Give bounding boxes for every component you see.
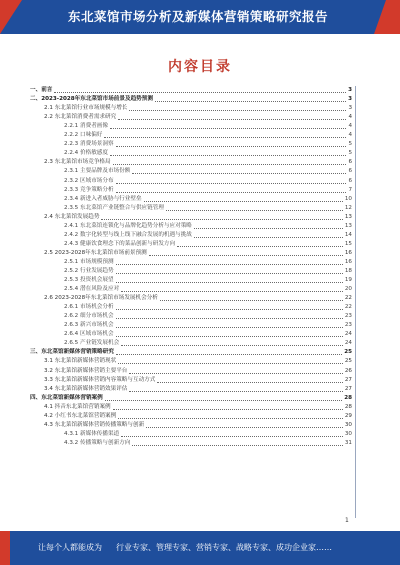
toc-leader-dots: [121, 345, 343, 346]
toc-entry-label: 2.6.2 细分市场机会: [64, 313, 114, 320]
toc-leader-dots: [116, 354, 342, 355]
toc-entry-label: 2.5.4 潜在风险及应对: [64, 286, 120, 293]
toc-entry[interactable]: [30, 204, 352, 213]
toc-leader-dots: [121, 291, 343, 292]
toc-entry[interactable]: [30, 321, 352, 330]
toc-entry-page: 4: [348, 123, 352, 130]
toc-entry-page: 25: [344, 349, 352, 356]
toc-leader-dots: [194, 237, 343, 238]
toc-entry[interactable]: [30, 394, 352, 403]
toc-leader-dots: [105, 400, 342, 401]
footer-slogan: [38, 531, 332, 565]
toc-entry-label: 3.2 东北菜馆新媒体营销主要平台: [44, 367, 128, 374]
toc-entry-label: 3.4 东北菜馆新媒体营销效果评估: [44, 385, 128, 392]
toc-entry-label: 一、前言: [30, 87, 53, 94]
toc-entry[interactable]: [30, 403, 352, 412]
toc-leader-dots: [177, 246, 343, 247]
right-divider-line: [355, 86, 356, 518]
toc-entry-label: 2.3.2 区域市场分布: [64, 177, 114, 184]
toc-entry[interactable]: [30, 131, 352, 140]
toc-entry-page: 30: [344, 421, 352, 428]
toc-entry-label: 2.3.4 新进入者威胁与行业壁垒: [64, 195, 142, 202]
toc-entry-label: 4.1 抖音东北菜馆营销案例: [44, 403, 111, 410]
toc-leader-dots: [132, 173, 346, 174]
toc-leader-dots: [101, 219, 342, 220]
toc-leader-dots: [110, 155, 346, 156]
toc-entry[interactable]: [30, 294, 352, 303]
toc-entry[interactable]: [30, 348, 352, 357]
toc-leader-dots: [116, 146, 347, 147]
toc-entry[interactable]: [30, 376, 352, 385]
header-red-accent: [0, 0, 22, 34]
toc-entry-page: 7: [348, 186, 352, 193]
toc-leader-dots: [116, 282, 343, 283]
header-red-bar-right: [386, 0, 400, 34]
toc-leader-dots: [116, 264, 343, 265]
toc-entry-page: 29: [344, 412, 352, 419]
toc-entry-page: 14: [344, 231, 352, 238]
toc-entry-page: 6: [348, 177, 352, 184]
toc-entry-label: 2.3.5 东北菜馆产业链整合与供应链管理: [64, 204, 164, 211]
toc-entry[interactable]: [30, 86, 352, 95]
footer-slogan-lead: 让每个人都能成为: [38, 543, 102, 552]
toc-entry-label: 2.5 2023-2028年东北菜馆市场前景预测: [44, 249, 147, 256]
toc-leader-dots: [166, 210, 343, 211]
footer-slogan-roles: 行业专家、管理专家、营销专家、战略专家、成功企业家……: [116, 543, 332, 552]
toc-entry-label: 2.2.4 价格敏感度: [64, 150, 108, 157]
toc-entry-page: 19: [344, 277, 352, 284]
toc-entry-page: 6: [348, 168, 352, 175]
toc-entry-page: 6: [348, 159, 352, 166]
toc-entry[interactable]: [30, 186, 352, 195]
toc-entry-label: 二、2023-2028年东北菜馆市场前景及趋势预测: [30, 96, 153, 103]
toc-entry[interactable]: [30, 276, 352, 285]
toc-leader-dots: [121, 436, 343, 437]
toc-entry[interactable]: [30, 366, 352, 375]
toc-entry-page: 26: [344, 367, 352, 374]
toc-entry-label: 四、东北菜馆新媒体营销案例: [30, 394, 103, 401]
toc-leader-dots: [118, 418, 343, 419]
toc-entry[interactable]: [30, 267, 352, 276]
toc-entry-page: 13: [344, 222, 352, 229]
toc-entry[interactable]: [30, 439, 352, 448]
footer-banner: [0, 531, 400, 565]
toc-entry-label: 2.1 东北菜馆行业市场规模与增长: [44, 105, 128, 112]
toc-entry-label: 2.4.2 数字化转型与线上线下融合发展的机遇与挑战: [64, 231, 192, 238]
toc-entry[interactable]: [30, 303, 352, 312]
toc-entry-page: 28: [344, 403, 352, 410]
toc-entry-page: 13: [344, 213, 352, 220]
toc-leader-dots: [144, 201, 343, 202]
toc-entry-page: 23: [344, 313, 352, 320]
toc-entry[interactable]: [30, 285, 352, 294]
toc-leader-dots: [113, 409, 343, 410]
toc-entry[interactable]: [30, 222, 352, 231]
toc-entry-page: 22: [344, 295, 352, 302]
toc-entry[interactable]: [30, 258, 352, 267]
toc-leader-dots: [116, 192, 347, 193]
toc-entry-label: 2.3.3 竞争策略分析: [64, 186, 114, 193]
toc-entry-label: 4.3.2 传播策略与创新方向: [64, 439, 131, 446]
report-title: 东北菜馆市场分析及新媒体营销策略研究报告: [67, 9, 328, 24]
toc-entry-label: 3.1 东北菜馆新媒体营销现状: [44, 358, 117, 365]
toc-leader-dots: [129, 391, 342, 392]
toc-entry-label: 2.5.3 投资机会展望: [64, 277, 114, 284]
toc-entry[interactable]: [30, 249, 352, 258]
toc-entry[interactable]: [30, 240, 352, 249]
toc-entry-page: 5: [348, 150, 352, 157]
toc-entry[interactable]: [30, 167, 352, 176]
toc-entry-label: 2.6.4 区域市场机会: [64, 331, 114, 338]
toc-entry-label: 三、东北菜馆新媒体营销策略研究: [30, 349, 114, 356]
toc-entry-page: 20: [344, 286, 352, 293]
toc-entry-page: 16: [344, 249, 352, 256]
toc-entry-label: 4.3.1 新媒体传播渠道: [64, 430, 120, 437]
toc-entry[interactable]: [30, 231, 352, 240]
toc-entry[interactable]: [30, 104, 352, 113]
toc-entry-page: 15: [344, 240, 352, 247]
toc-entry[interactable]: [30, 430, 352, 439]
toc-leader-dots: [54, 92, 346, 93]
toc-entry-label: 2.6.5 产业链发展机会: [64, 340, 120, 347]
toc-entry-label: 2.5.2 行业发展趋势: [64, 267, 114, 274]
toc-leader-dots: [129, 373, 342, 374]
toc-entry-page: 27: [344, 376, 352, 383]
toc-entry[interactable]: [30, 140, 352, 149]
toc-leader-dots: [116, 327, 343, 328]
toc-entry-label: 2.6.1 市场机会分析: [64, 304, 114, 311]
toc-entry-page: 25: [344, 358, 352, 365]
toc-entry[interactable]: [30, 158, 352, 167]
toc-entry[interactable]: [30, 357, 352, 366]
toc-entry[interactable]: [30, 339, 352, 348]
toc-leader-dots: [160, 300, 343, 301]
toc-entry[interactable]: [30, 195, 352, 204]
toc-entry-label: 2.4.1 东北菜馆连锁化与品牌化趋势分析与应对策略: [64, 222, 192, 229]
toc-entry-page: 28: [344, 394, 352, 401]
toc-entry-page: 5: [348, 141, 352, 148]
toc-entry-page: 23: [344, 322, 352, 329]
footer-red-accent: [0, 531, 10, 565]
toc-entry-label: 2.5.1 市场规模预测: [64, 258, 114, 265]
toc-entry-label: 2.6 2023-2028年东北菜馆市场发展机会分析: [44, 295, 158, 302]
toc-entry-page: 3: [348, 105, 352, 112]
toc-entry-label: 2.2.3 消费场景洞察: [64, 141, 114, 148]
toc-entry-page: 24: [344, 331, 352, 338]
toc-entry-label: 2.3 东北菜馆市场竞争格局: [44, 159, 111, 166]
toc-leader-dots: [116, 309, 343, 310]
toc-entry-page: 30: [344, 430, 352, 437]
toc-entry-page: 24: [344, 340, 352, 347]
toc-entry-label: 4.2 小红书东北菜馆营销案例: [44, 412, 117, 419]
header-red-accent-right: [374, 0, 386, 34]
toc-leader-dots: [118, 363, 343, 364]
toc-leader-dots: [149, 255, 343, 256]
toc-leader-dots: [116, 273, 343, 274]
toc-leader-dots: [113, 164, 347, 165]
table-of-contents: [30, 86, 352, 448]
header-banner: [0, 0, 400, 34]
toc-entry-label: 2.2.1 消费者画像: [64, 123, 108, 130]
toc-entry[interactable]: [30, 412, 352, 421]
toc-leader-dots: [194, 228, 343, 229]
toc-leader-dots: [116, 336, 343, 337]
toc-leader-dots: [116, 183, 347, 184]
toc-entry-label: 2.6.3 新兴市场机会: [64, 322, 114, 329]
toc-leader-dots: [110, 128, 346, 129]
toc-entry[interactable]: [30, 176, 352, 185]
toc-entry-page: 16: [344, 258, 352, 265]
toc-entry[interactable]: [30, 95, 352, 104]
toc-leader-dots: [116, 318, 343, 319]
toc-entry-page: 18: [344, 267, 352, 274]
toc-entry-label: 2.3.1 主要品牌及市场份额: [64, 168, 131, 175]
toc-leader-dots: [104, 137, 346, 138]
toc-leader-dots: [157, 382, 343, 383]
toc-entry-label: 4.3 东北菜馆新媒体营销传播策略与创新: [44, 421, 145, 428]
toc-entry-page: 12: [344, 204, 352, 211]
toc-entry[interactable]: [30, 421, 352, 430]
toc-entry[interactable]: [30, 122, 352, 131]
toc-entry-page: 3: [348, 87, 352, 94]
toc-leader-dots: [118, 119, 346, 120]
toc-entry-page: 4: [348, 114, 352, 121]
toc-entry-label: 2.2.2 口味偏好: [64, 132, 103, 139]
toc-leader-dots: [155, 101, 346, 102]
toc-entry-page: 27: [344, 385, 352, 392]
toc-title: 内容目录: [168, 59, 232, 75]
toc-leader-dots: [146, 427, 343, 428]
toc-entry-page: 31: [344, 439, 352, 446]
toc-entry[interactable]: [30, 385, 352, 394]
toc-entry-page: 22: [344, 304, 352, 311]
toc-entry-label: 2.2 东北菜馆消费者需求研究: [44, 114, 117, 121]
toc-entry[interactable]: [30, 149, 352, 158]
toc-leader-dots: [129, 110, 346, 111]
toc-entry-page: 4: [348, 132, 352, 139]
toc-entry-page: 3: [348, 96, 352, 103]
toc-entry-page: 10: [344, 195, 352, 202]
toc-entry-label: 3.3 东北菜馆新媒体营销内容策略与互动方式: [44, 376, 156, 383]
toc-entry-label: 2.4 东北菜馆发展趋势: [44, 213, 100, 220]
toc-entry[interactable]: [30, 312, 352, 321]
page-number: 1: [345, 517, 349, 524]
toc-entry-label: 2.4.3 健康饮食理念下的菜品创新与研发方向: [64, 240, 176, 247]
toc-entry[interactable]: [30, 113, 352, 122]
toc-entry[interactable]: [30, 330, 352, 339]
toc-entry[interactable]: [30, 213, 352, 222]
toc-leader-dots: [132, 445, 343, 446]
